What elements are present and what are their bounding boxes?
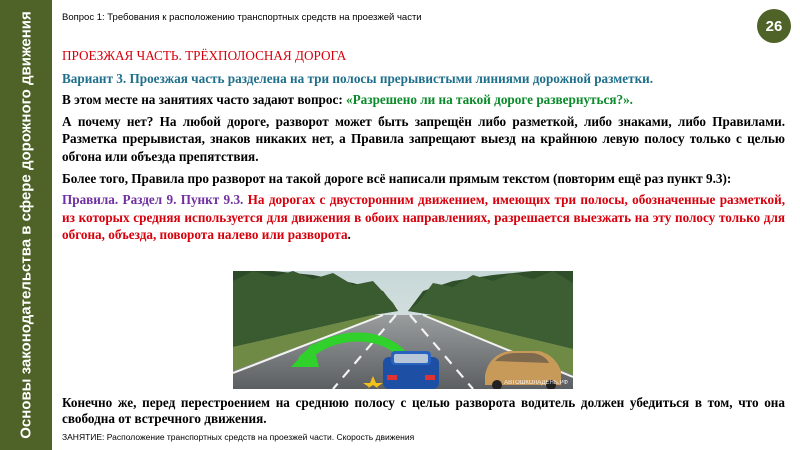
question-intro: В этом месте на занятиях часто задают вопрос:: [62, 92, 347, 108]
question-quote: «Разрешено ли на такой дороге развернуться?».: [346, 92, 633, 108]
question-paragraph: [62, 91, 785, 109]
sidebar: [0, 0, 52, 450]
why-paragraph: А почему нет? На любой дороге, разворот может быть запрещён либо разметкой, либо знаками, либо Правилами. Разметка прерывистая, знаков никаких нет, а Правила запрещают выезд на крайнюю левую полосу только с целью обгона или объезда препятствия.: [62, 113, 785, 164]
variant-text: Вариант 3. Проезжая часть разделена на три полосы прерывистыми линиями дорожной разметки.: [62, 70, 654, 86]
road-scene-svg: [233, 271, 573, 389]
blue-car-window: [394, 354, 428, 363]
lesson-footer: ЗАНЯТИЕ: Расположение транспортных средств на проезжей части. Скорость движения: [62, 432, 415, 442]
main-content: [62, 47, 785, 248]
rule-end: .: [347, 227, 351, 243]
final-paragraph: Конечно же, перед перестроением на среднюю полосу с целью разворота водитель должен убедиться в том, что она свободна от встречного движения.: [62, 395, 785, 426]
section-title: ПРОЕЗЖАЯ ЧАСТЬ. ТРЁХПОЛОСНАЯ ДОРОГА: [62, 48, 347, 63]
page-number-badge: 26: [757, 9, 791, 43]
road-illustration: [233, 271, 573, 389]
image-watermark: АВТОШКОЛАДЕНЬ.РФ: [504, 380, 568, 386]
rule-reference: Правила. Раздел 9. Пункт 9.3.: [62, 192, 244, 208]
sidebar-title: Основы законодательства в сфере дорожного движения: [17, 11, 35, 439]
blue-car-light-left: [387, 375, 397, 380]
blue-car-light-right: [425, 375, 435, 380]
question-header: Вопрос 1: Требования к расположению транспортных средств на проезжей части: [62, 12, 422, 23]
rule-text: На дорогах с двусторонним движением, имеющих три полосы, обозначенные разметкой, из которых средняя используется для движения в обоих направлениях, разрешается выезжать на эту полосу только для обгона, объезда, поворота налево или разворота: [62, 192, 785, 243]
moreover-paragraph: Более того, Правила про разворот на такой дороге всё написали прямым текстом (повторим ещё раз пункт 9.3):: [62, 170, 732, 186]
rule-paragraph: [62, 191, 785, 244]
